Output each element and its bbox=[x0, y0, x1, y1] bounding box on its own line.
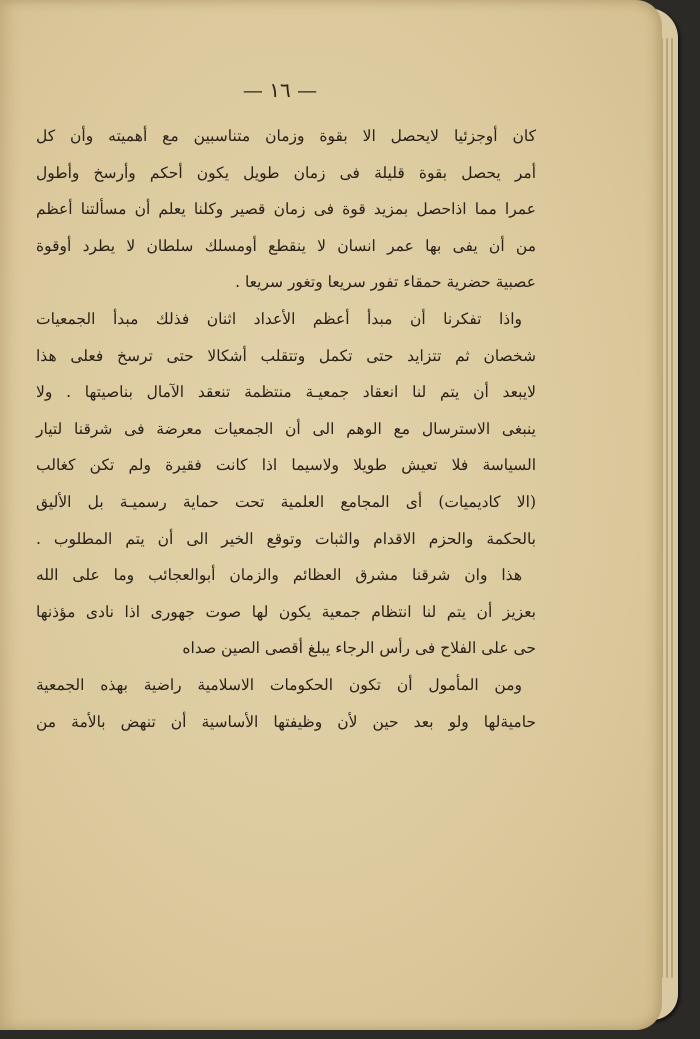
text-line: أمر يحصل بقوة قليلة فى زمان طويل يكون أحكم وأرسخ وأطول bbox=[36, 163, 536, 182]
text-line: السياسة فلا تعيش طويلا ولاسيما اذا كانت فقيرة ولم تكن كغالب bbox=[36, 456, 536, 475]
text-line: ومن المأمول أن تكون الحكومات الاسلامية راضية بهذه الجمعية bbox=[36, 675, 522, 694]
page-number: — ١٦ — bbox=[242, 78, 318, 102]
text-line: واذا تفكرنا أن مبدأ أعظم الأعداد اثنان فذلك مبدأ الجمعيات bbox=[36, 309, 522, 328]
text-line: عصبية حضرية حمقاء تفور سريعا وتغور سريعا . bbox=[235, 273, 536, 292]
text-line: شخصان ثم تتزايد حتى تكمل وتتقلب أشكالا حتى ترسخ فعلى هذا bbox=[36, 346, 536, 365]
text-line: هذا وان شرقنا مشرق العظائم والزمان أبوالعجائب وما على الله bbox=[36, 566, 522, 585]
page-edge-2 bbox=[666, 38, 668, 978]
text-line: بعزيز أن يتم لنا انتظام جمعية يكون لها صوت جهورى اذا نادى مؤذنها bbox=[36, 602, 536, 621]
text-line: عمرا مما اذاحصل بمزيد قوة فى زمان قصير وكلنا يعلم أن مسألتنا أعظم bbox=[36, 200, 536, 219]
text-line: كان أوجزئيا لايحصل الا بقوة وزمان متناسبين مع أهميته وأن كل bbox=[36, 127, 536, 145]
text-line: ينبغى الاسترسال مع الوهم الى أن الجمعيات معرضة فى شرقنا لتيار bbox=[36, 419, 536, 438]
text-line: من أن يفى بها عمر انسان لا ينقطع أومسلك سلطان لا يطرد أوقوة bbox=[36, 236, 536, 255]
text-line: بالحكمة والحزم الاقدام والثبات وتوقع الخير الى أن يتم المطلوب . bbox=[36, 529, 536, 548]
page-edge-3 bbox=[671, 38, 673, 978]
text-line: لايبعد أن يتم لنا انعقاد جمعيـة منتظمة تنعقد الآمال بناصيتها . ولا bbox=[36, 383, 536, 402]
text-line: حى على الفلاح فى رأس الرجاء يبلغ أقصى الصين صداه bbox=[182, 639, 536, 658]
text-line: حاميةلها ولو بعد حين لأن وظيفتها الأساسية أن تنهض بالأمة من bbox=[36, 712, 536, 731]
page-text bbox=[36, 118, 536, 740]
text-line: (الا كاديميات) أى المجامع العلمية تحت حماية رسميـة بل الأليق bbox=[36, 492, 536, 511]
